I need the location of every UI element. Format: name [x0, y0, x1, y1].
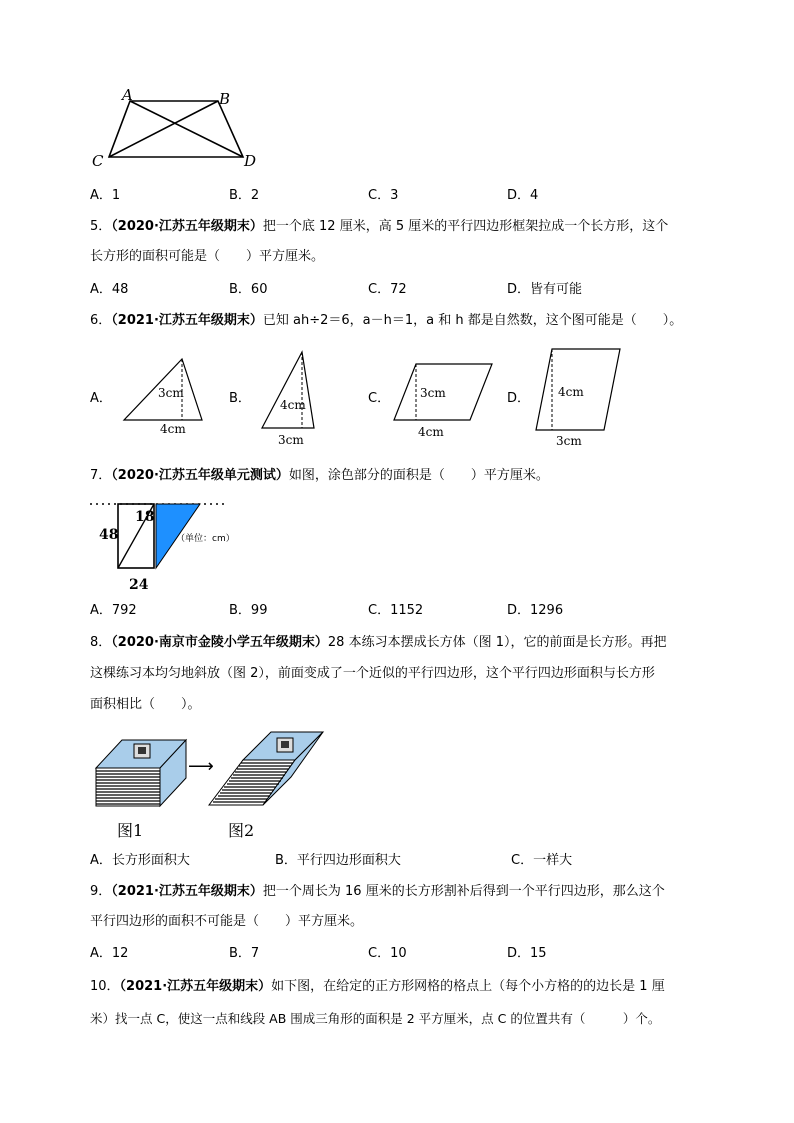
- height-label: 3cm: [420, 386, 446, 400]
- question-text: 已知 ah÷2＝6，a－h＝1，a 和 h 都是自然数，这个图可能是（ ）。: [262, 313, 683, 328]
- option-c[interactable]: C．3: [368, 188, 399, 203]
- figure-1-caption: 图1: [117, 821, 144, 840]
- option-c[interactable]: C．: [368, 391, 391, 406]
- height-label: 4cm: [280, 398, 306, 412]
- triangle-b-diagram: [258, 348, 318, 433]
- question-source: （2021·江苏五年级期末）: [119, 979, 272, 994]
- question-source: （2021·江苏五年级期末）: [111, 884, 263, 899]
- question-number: 7．: [90, 468, 112, 483]
- q6-line1: [90, 311, 682, 331]
- option-d[interactable]: D．1296: [507, 603, 564, 618]
- question-text: 把一个周长为 16 厘米的长方形割补后得到一个平行四边形，那么这个: [262, 884, 665, 899]
- option-a[interactable]: A．长方形面积大: [90, 853, 190, 868]
- q8-line2: 这棵练习本均匀地斜放（图 2），前面变成了一个近似的平行四边形，这个平行四边形面积与长方形: [90, 666, 655, 681]
- question-number: 8．: [90, 635, 112, 650]
- book-stack-slanted-diagram: [207, 730, 327, 808]
- q5-line1: [90, 217, 668, 237]
- unit-label: （单位：cm）: [176, 534, 235, 544]
- base-label: 3cm: [278, 433, 304, 447]
- label-18: 18: [135, 509, 155, 525]
- option-b[interactable]: B．60: [229, 282, 268, 297]
- book-stack-cuboid-diagram: [94, 738, 190, 810]
- question-text: 如图，涂色部分的面积是（ ）平方厘米。: [288, 468, 549, 483]
- q7-line1: [90, 466, 549, 486]
- question-number: 10．: [90, 979, 120, 994]
- option-c[interactable]: C．1152: [368, 603, 424, 618]
- trapezoid-diagram: [95, 85, 265, 170]
- option-a[interactable]: A．12: [90, 946, 129, 961]
- base-label: 3cm: [556, 434, 582, 448]
- option-b[interactable]: B．2: [229, 188, 260, 203]
- option-d[interactable]: D．4: [507, 188, 539, 203]
- option-c[interactable]: C．一样大: [511, 853, 573, 868]
- height-label: 3cm: [158, 386, 184, 400]
- question-source: （2020·江苏五年级单元测试）: [111, 468, 289, 483]
- vertex-label-c: C: [92, 152, 104, 170]
- figure-2-caption: 图2: [228, 821, 255, 840]
- q5-line2: 长方形的面积可能是（ ）平方厘米。: [90, 249, 325, 264]
- q9-line2: 平行四边形的面积不可能是（ ）平方厘米。: [90, 914, 364, 929]
- question-text: 28 本练习本摆成长方体（图 1），它的前面是长方形。再把: [327, 635, 667, 650]
- vertex-label-d: D: [244, 152, 257, 170]
- option-d[interactable]: D．15: [507, 946, 547, 961]
- question-number: 6．: [90, 313, 112, 328]
- question-source: （2021·江苏五年级期末）: [111, 313, 263, 328]
- q10-line2: 米）找一点 C，使这一点和线段 AB 围成三角形的面积是 2 平方厘米，点 C 的位置共有（ ）个。: [90, 1011, 661, 1026]
- option-a[interactable]: A．48: [90, 282, 129, 297]
- option-c[interactable]: C．72: [368, 282, 407, 297]
- option-b[interactable]: B．99: [229, 603, 268, 618]
- option-a[interactable]: A．1: [90, 188, 121, 203]
- option-b[interactable]: B．7: [229, 946, 260, 961]
- option-d[interactable]: D．皆有可能: [507, 282, 583, 297]
- question-source: （2020·江苏五年级期末）: [111, 219, 263, 234]
- question-text: 把一个底 12 厘米，高 5 厘米的平行四边形框架拉成一个长方形，这个: [262, 219, 669, 234]
- option-b[interactable]: B．平行四边形面积大: [275, 853, 401, 868]
- base-label: 4cm: [160, 422, 186, 436]
- q10-line1: [90, 977, 665, 997]
- question-text: 如下图，在给定的正方形网格的格点上（每个小方格的的边长是 1 厘: [271, 979, 665, 994]
- option-a[interactable]: A．: [90, 391, 112, 406]
- question-number: 5．: [90, 219, 112, 234]
- question-source: （2020·南京市金陵小学五年级期末）: [111, 635, 328, 650]
- vertex-label-a: A: [122, 86, 133, 104]
- q8-line3: 面积相比（ ）。: [90, 697, 201, 712]
- arrow-right-icon: ⟶: [188, 756, 214, 777]
- option-c[interactable]: C．10: [368, 946, 407, 961]
- q9-line1: [90, 882, 665, 902]
- base-label: 4cm: [418, 425, 444, 439]
- label-24: 24: [129, 577, 149, 593]
- option-d[interactable]: D．: [507, 391, 531, 406]
- label-48: 48: [99, 527, 119, 543]
- option-a[interactable]: A．792: [90, 603, 137, 618]
- height-label: 4cm: [558, 385, 584, 399]
- option-b[interactable]: B．: [229, 391, 251, 406]
- vertex-label-b: B: [219, 90, 231, 108]
- q8-line1: [90, 633, 666, 653]
- question-number: 9．: [90, 884, 112, 899]
